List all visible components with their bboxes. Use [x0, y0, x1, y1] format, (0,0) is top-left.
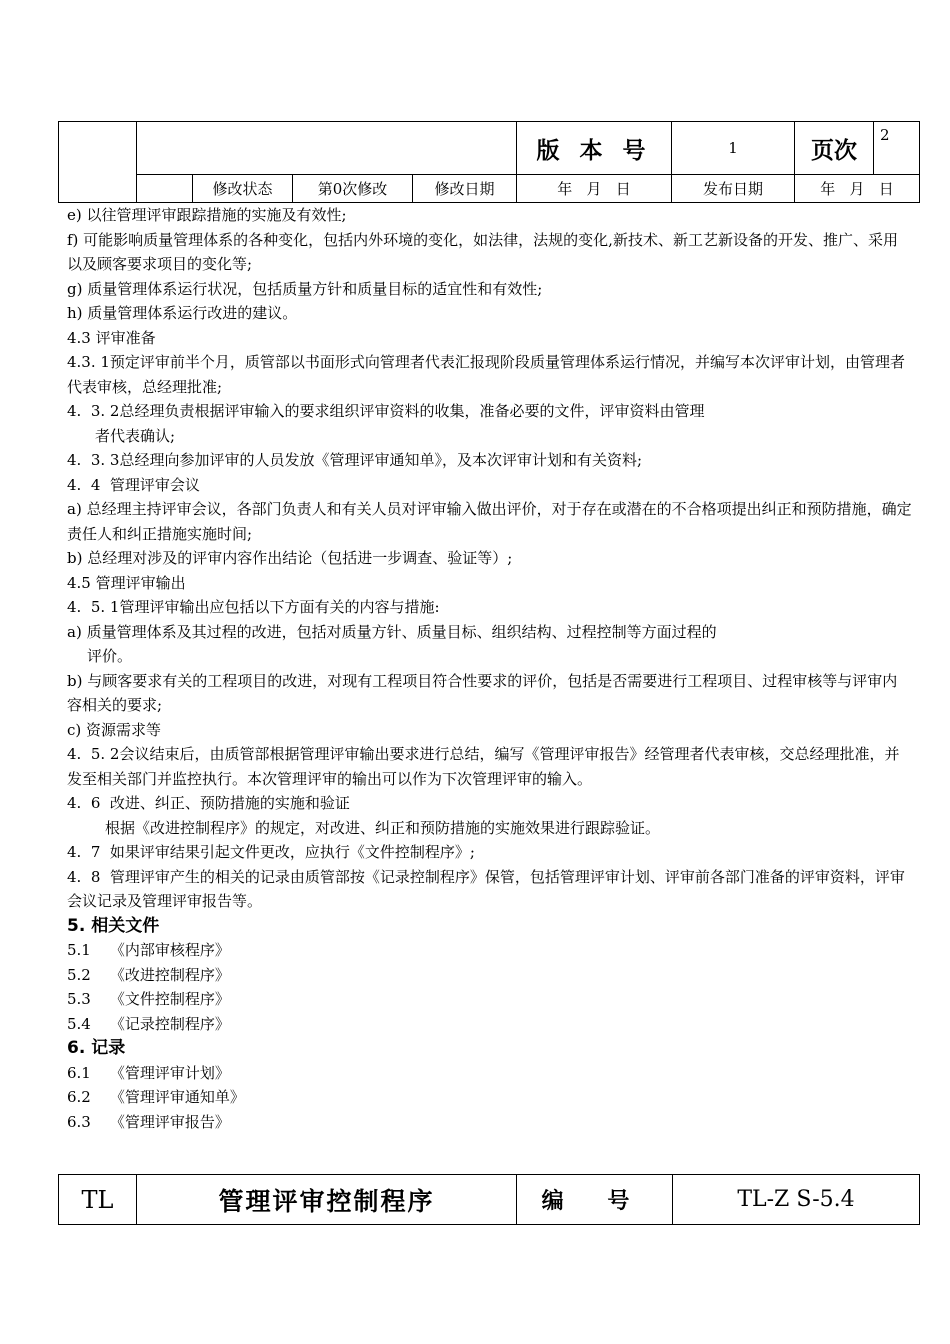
body-line: f) 可能影响质量管理体系的各种变化，包括内外环境的变化，如法律，法规的变化,新技术、新工艺新设备的开发、推广、采用以及顾客要求项目的变化等; — [67, 230, 898, 273]
page-cell — [795, 122, 920, 175]
body-line: 6.3 《管理评审报告》 — [67, 1112, 230, 1131]
section-heading: 5. 相关文件 — [67, 915, 160, 936]
body-line: 4.3 评审准备 — [67, 328, 156, 347]
body-line: 4. 7 如果评审结果引起文件更改，应执行《文件控制程序》; — [67, 843, 475, 861]
body-line: g) 质量管理体系运行状况，包括质量方针和质量目标的适宜性和有效性; — [67, 279, 543, 298]
document-footer-table — [58, 1174, 920, 1225]
version-value: 1 — [672, 122, 795, 175]
body-line: 4. 3. 2总经理负责根据评审输入的要求组织评审资料的收集，准备必要的文件，评审资料由管理 — [67, 402, 705, 420]
body-line: 4. 8 管理评审产生的相关的记录由质管部按《记录控制程序》保管，包括管理评审计划、评审前各部门准备的评审资料，评审会议记录及管理评审报告等。 — [67, 867, 905, 910]
body-line: 4. 4 管理评审会议 — [67, 475, 200, 494]
body-line: e) 以往管理评审跟踪措施的实施及有效性; — [67, 206, 347, 224]
body-line: 根据《改进控制程序》的规定，对改进、纠正和预防措施的实施效果进行跟踪验证。 — [105, 818, 661, 837]
body-line: b) 总经理对涉及的评审内容作出结论（包括进一步调查、验证等）; — [67, 549, 513, 567]
page-value: 2 — [880, 126, 890, 144]
footer-number-label: 编 号 — [517, 1175, 673, 1225]
document-header-table — [58, 121, 920, 203]
footer-title: 管理评审控制程序 — [137, 1175, 517, 1225]
body-line: 4. 5. 2会议结束后，由质管部根据管理评审输出要求进行总结，编写《管理评审报告》经管理者代表审核，交总经理批准，并发至相关部门并监控执行。本次管理评审的输出可以作为下次管理评审的输入。 — [67, 745, 900, 788]
body-line: 6.1 《管理评审计划》 — [67, 1063, 230, 1082]
body-line: 5.1 《内部审核程序》 — [67, 941, 230, 959]
revision-value: 第0次修改 — [293, 175, 413, 203]
body-line: 6.2 《管理评审通知单》 — [67, 1088, 245, 1106]
revision-date-value: 年 月 日 — [517, 175, 672, 203]
body-line: 4. 6 改进、纠正、预防措施的实施和验证 — [67, 794, 350, 812]
body-line: 4.5 管理评审输出 — [67, 573, 186, 592]
footer-number-value: TL-Z S-5.4 — [673, 1175, 920, 1225]
revision-blank-cell — [137, 175, 193, 203]
page-label: 页次 — [795, 122, 874, 174]
body-line: c) 资源需求等 — [67, 720, 162, 739]
body-line: 者代表确认; — [95, 426, 176, 445]
body-line: 4.3. 1预定评审前半个月，质管部以书面形式向管理者代表汇报现阶段质量管理体系运行情况，并编写本次评审计划，由管理者代表审核，总经理批准; — [67, 353, 905, 396]
body-line: 4. 5. 1管理评审输出应包括以下方面有关的内容与措施: — [67, 598, 440, 616]
revision-status-label: 修改状态 — [193, 175, 293, 203]
header-blank-cell — [137, 122, 517, 175]
body-line: h) 质量管理体系运行改进的建议。 — [67, 304, 298, 322]
body-line: 5.4 《记录控制程序》 — [67, 1014, 230, 1033]
body-line: b) 与顾客要求有关的工程项目的改进，对现有工程项目符合性要求的评价，包括是否需要进行工程项目、过程审核等与评审内容相关的要求; — [67, 671, 898, 714]
header-logo-cell — [59, 122, 137, 203]
body-line: a) 质量管理体系及其过程的改进，包括对质量方针、质量目标、组织结构、过程控制等方面过程的 — [67, 622, 717, 641]
body-line: 5.3 《文件控制程序》 — [67, 990, 230, 1008]
section-heading: 6. 记录 — [67, 1038, 126, 1058]
revision-date-label: 修改日期 — [413, 175, 517, 203]
body-line: 4. 3. 3总经理向参加评审的人员发放《管理评审通知单》，及本次评审计划和有关资料; — [67, 451, 643, 469]
publish-date-value: 年 月 日 — [795, 175, 920, 203]
version-label: 版 本 号 — [517, 122, 672, 175]
publish-date-label: 发布日期 — [672, 175, 795, 203]
footer-company: TL — [59, 1175, 137, 1225]
body-line: 5.2 《改进控制程序》 — [67, 965, 230, 984]
body-line: 评价。 — [87, 647, 133, 665]
body-line: a) 总经理主持评审会议，各部门负责人和有关人员对评审输入做出评价，对于存在或潜在的不合格项提出纠正和预防措施，确定责任人和纠正措施实施时间; — [67, 500, 912, 543]
document-body — [67, 203, 912, 1134]
